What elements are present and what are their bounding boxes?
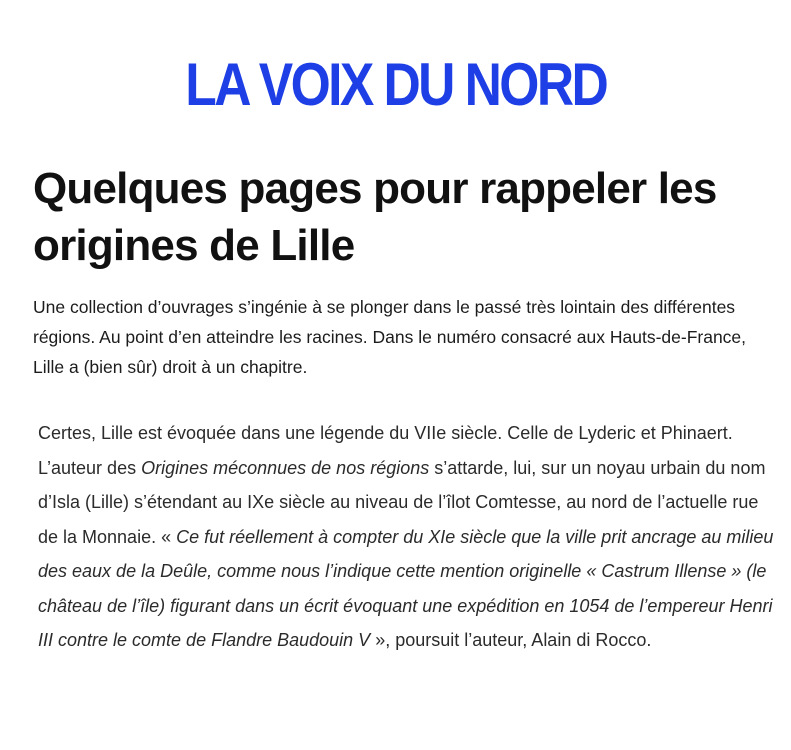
brand-logo[interactable]: LA VOIX DU NORD bbox=[185, 51, 606, 118]
article-title: Quelques pages pour rappeler les origines de Lille bbox=[33, 164, 717, 270]
paragraph-text-part-3: », poursuit l’auteur, Alain di Rocco. bbox=[370, 630, 652, 650]
paragraph-text-part-1: Certes, Lille est évoquée dans une légende du VIIe siècle. Celle de Lyderic et Phinaert. L’auteur des bbox=[38, 423, 733, 478]
paragraph-text-part-2: s’attarde, lui, sur un noyau urbain du nom d’Isla (Lille) s’étendant au IXe siècle au niveau de l’îlot Comtesse, au nord de l’actuelle rue de la Monnaie. « bbox=[38, 457, 766, 547]
article-body-paragraph bbox=[38, 416, 778, 658]
article-lede: Une collection d’ouvrages s’ingénie à se plonger dans le passé très lointain des différentes régions. Au point d’en atteindre les racines. Dans le numéro consacré aux Hauts-de-France, Lille a (bien sûr) droit à un chapitre. bbox=[33, 297, 747, 377]
masthead bbox=[0, 52, 791, 118]
book-title: Origines méconnues de nos régions bbox=[141, 457, 430, 478]
author-quote: Ce fut réellement à compter du XIe siècle que la ville prit ancrage au milieu des eaux de la Deûle, comme nous l’indique cette mention originelle « Castrum Illense » (le château de l’île) figurant dans un écrit évoquant une expédition en 1054 de l’empereur Henri III contre le comte de Flandre Baudouin V bbox=[38, 526, 774, 650]
